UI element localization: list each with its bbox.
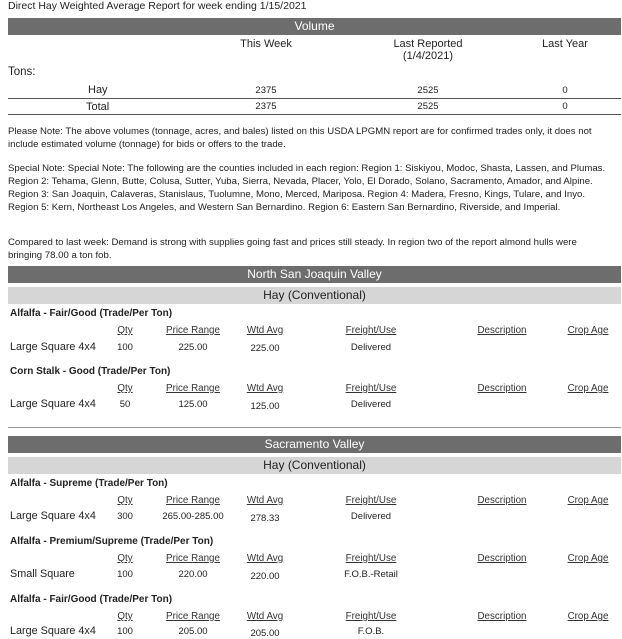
vol-total-last-year: 0: [562, 101, 568, 112]
price-value: 205.00: [178, 626, 208, 637]
wtd-value: 205.00: [250, 628, 280, 639]
price-header: Price Range: [166, 611, 220, 622]
freight-value: Delivered: [350, 342, 392, 353]
grade-label: Alfalfa - Fair/Good (Trade/Per Ton): [10, 308, 173, 319]
price-header: Price Range: [166, 553, 220, 564]
wtd-header: Wtd Avg: [246, 495, 284, 506]
qty-header: Qty: [117, 495, 133, 506]
wtd-value: 225.00: [250, 343, 280, 354]
freight-header: Freight/Use: [345, 611, 397, 622]
vol-last-year: 0: [562, 85, 568, 96]
vol-total-last-reported: 2525: [417, 101, 439, 112]
crop-age-header: Crop Age: [567, 383, 609, 394]
commodity-header: Hay (Conventional): [8, 287, 621, 304]
qty-value: 100: [117, 342, 133, 353]
commodity-header: Hay (Conventional): [8, 457, 621, 474]
package-label: Large Square 4x4: [10, 625, 96, 637]
qty-value: 100: [117, 569, 133, 580]
grade-label: Alfalfa - Supreme (Trade/Per Ton): [10, 478, 168, 489]
price-value: 225.00: [178, 342, 208, 353]
price-header: Price Range: [166, 495, 220, 506]
price-value: 125.00: [178, 399, 208, 410]
freight-value: F.O.B.: [357, 626, 385, 637]
package-label: Large Square 4x4: [10, 398, 96, 410]
freight-header: Freight/Use: [345, 383, 397, 394]
crop-age-header: Crop Age: [567, 611, 609, 622]
volume-divider: [8, 98, 621, 99]
region-note: Special Note: Special Note: The following are the counties included in each region: Region 1: Siskiyou, Modoc, Shasta, Lassen, and Plumas. Region 2: Tehama, Glenn, Butte, Colusa, Sutter, Yuba, Sierra, Nevada, Placer, Yolo, El Dorado, Solano, Sacramento, Amador, and Alpine. Region 3: San Joaquin, Calaveras, Stanislaus, Tuolumne, Mono, Merced, Mariposa. Region 4: Madera, Fresno, Kings, Tulare, and Inyo. Region 5: Kern, Northeast Los Angeles, and Western San Bernardino. Region 6: Eastern San Bernardino, Riverside, and Imperial.: [8, 163, 606, 213]
vol-last-reported: 2525: [417, 85, 439, 96]
qty-header: Qty: [117, 383, 133, 394]
description-header: Description: [477, 383, 527, 394]
col-this-week: This Week: [240, 38, 292, 50]
price-header: Price Range: [166, 383, 220, 394]
qty-value: 100: [117, 626, 133, 637]
qty-value: 300: [117, 511, 133, 522]
grade-label: Alfalfa - Fair/Good (Trade/Per Ton): [10, 594, 173, 605]
description-header: Description: [477, 611, 527, 622]
qty-header: Qty: [117, 325, 133, 336]
grade-label: Corn Stalk - Good (Trade/Per Ton): [10, 366, 171, 377]
section-divider: [8, 427, 621, 428]
region-header: Sacramento Valley: [8, 436, 621, 453]
description-header: Description: [477, 553, 527, 564]
wtd-value: 278.33: [250, 513, 280, 524]
qty-header: Qty: [117, 553, 133, 564]
col-last-year: Last Year: [542, 38, 588, 50]
wtd-value: 125.00: [250, 401, 280, 412]
volume-bottom-rule: [8, 114, 621, 115]
vol-row-label: Hay: [88, 84, 108, 96]
package-label: Small Square: [10, 568, 75, 580]
freight-header: Freight/Use: [345, 325, 397, 336]
grade-label: Alfalfa - Premium/Supreme (Trade/Per Ton): [10, 536, 214, 547]
freight-value: F.O.B.-Retail: [344, 569, 398, 580]
vol-total-label: Total: [86, 101, 110, 113]
price-value: 220.00: [178, 569, 208, 580]
wtd-header: Wtd Avg: [246, 553, 284, 564]
wtd-header: Wtd Avg: [246, 325, 284, 336]
crop-age-header: Crop Age: [567, 325, 609, 336]
volume-header: Volume: [8, 18, 621, 35]
report-title: Direct Hay Weighted Average Report for week ending 1/15/2021: [8, 0, 307, 12]
package-label: Large Square 4x4: [10, 341, 96, 353]
col-last-reported: Last Reported: [393, 38, 463, 50]
qty-value: 50: [119, 399, 131, 410]
crop-age-header: Crop Age: [567, 553, 609, 564]
volume-note: Please Note: The above volumes (tonnage, acres, and bales) listed on this USDA LPGMN report are for confirmed trades only, it does not include estimated volume (tonnage) for bids or offers to the trade.: [8, 126, 592, 150]
vol-this-week: 2375: [255, 85, 277, 96]
description-header: Description: [477, 495, 527, 506]
freight-value: Delivered: [350, 399, 392, 410]
tons-label: Tons:: [8, 66, 36, 78]
region-header: North San Joaquin Valley: [8, 266, 621, 283]
description-header: Description: [477, 325, 527, 336]
col-last-reported-date: (1/4/2021): [402, 50, 454, 62]
freight-value: Delivered: [350, 511, 392, 522]
price-value: 265.00-285.00: [162, 511, 224, 522]
crop-age-header: Crop Age: [567, 495, 609, 506]
qty-header: Qty: [117, 611, 133, 622]
freight-header: Freight/Use: [345, 553, 397, 564]
price-header: Price Range: [166, 325, 220, 336]
market-comment: Compared to last week: Demand is strong with supplies going fast and prices still steady. In region two of the report almond hulls were bringing 78.00 a ton fob.: [8, 237, 577, 261]
vol-total-this-week: 2375: [255, 101, 277, 112]
wtd-header: Wtd Avg: [246, 611, 284, 622]
wtd-value: 220.00: [250, 571, 280, 582]
wtd-header: Wtd Avg: [246, 383, 284, 394]
package-label: Large Square 4x4: [10, 510, 96, 522]
freight-header: Freight/Use: [345, 495, 397, 506]
